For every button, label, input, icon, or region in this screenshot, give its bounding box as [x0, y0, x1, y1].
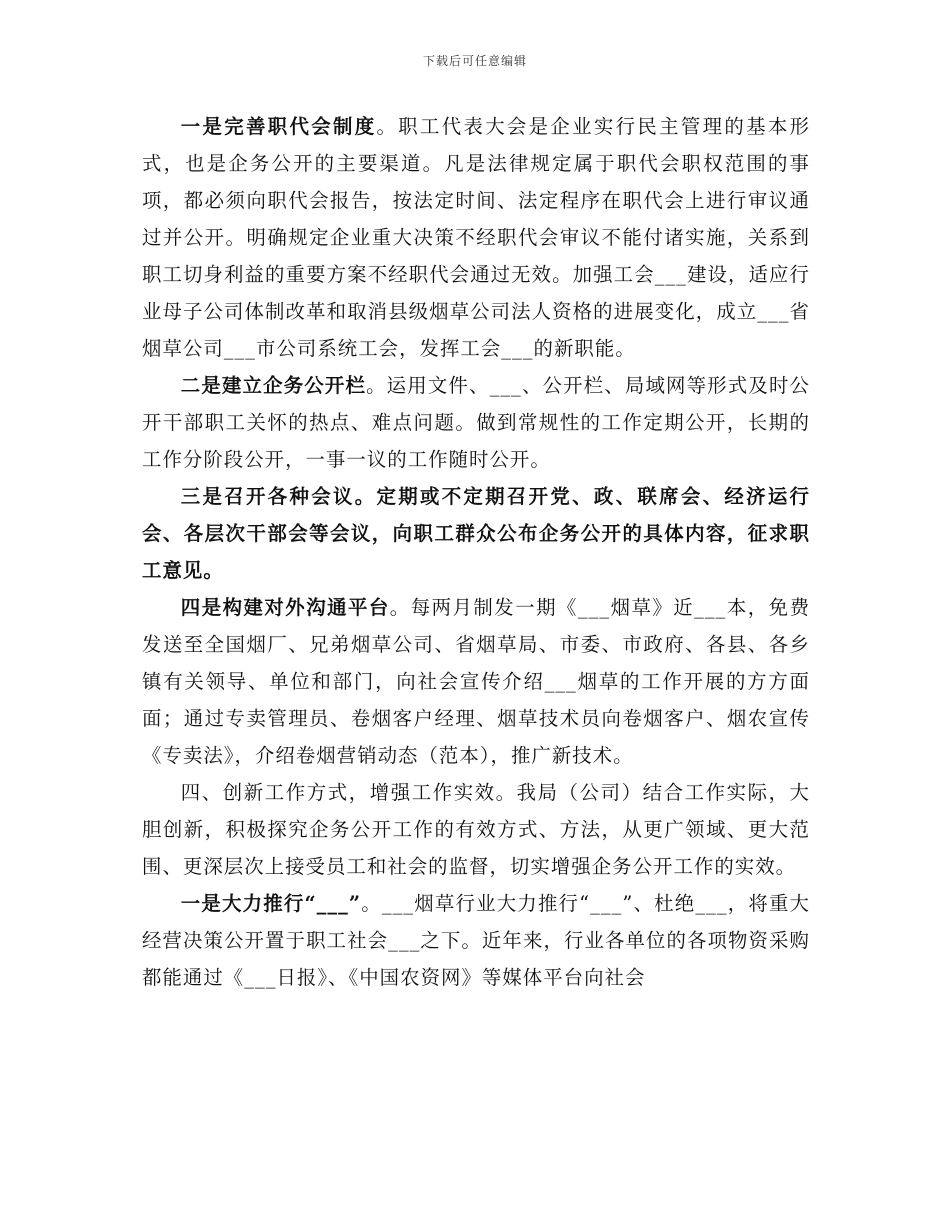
paragraph-1: [142, 108, 810, 367]
page-header-note: 下载后可任意编辑: [422, 54, 527, 68]
paragraph-5-body: 四、创新工作方式，增强工作实效。我局（公司）结合工作实际，大胆创新，积极探究企务公开工作的有效方式、方法，从更广领域、更大范围、更深层次上接受员工和社会的监督，切实增强企务公开工作的实效。: [142, 781, 810, 878]
paragraph-6: [142, 885, 810, 996]
paragraph-4-lead: 四是构建对外沟通平台: [180, 596, 390, 619]
paragraph-2-body: 。运用文件、___、公开栏、局域网等形式及时公开干部职工关怀的热点、难点问题。做到常规性的工作定期公开，长期的工作分阶段公开，一事一议的工作随时公开。: [142, 374, 810, 471]
paragraph-6-body: 。___烟草行业大力推行“___”、杜绝___，将重大经营决策公开置于职工社会___之下。近年来，行业各单位的各项物资采购都能通过《___日报》、《中国农资网》等媒体平台向社会: [142, 892, 810, 989]
paragraph-4: [142, 589, 810, 774]
paragraph-1-lead: 一是完善职代会制度: [180, 115, 377, 138]
paragraph-3: [142, 478, 810, 589]
paragraph-3-lead: 三是召开各种会议。定期或不定期召开党、政、联席会、经济运行会、各层次干部会等会议，向职工群众公布企务公开的具体内容，征求职工意见。: [142, 485, 810, 582]
paragraph-2: [142, 367, 810, 478]
document-body: [142, 108, 810, 996]
paragraph-2-lead: 二是建立企务公开栏: [180, 374, 367, 397]
paragraph-5: [142, 774, 810, 885]
paragraph-1-body: 。职工代表大会是企业实行民主管理的基本形式，也是企务公开的主要渠道。凡是法律规定属于职代会职权范围的事项，都必须向职代会报告，按法定时间、法定程序在职代会上进行审议通过并公开。明确规定企业重大决策不经职代会审议不能付诸实施，关系到职工切身利益的重要方案不经职代会通过无效。加强工会___建设，适应行业母子公司体制改革和取消县级烟草公司法人资格的进展变化，成立___省烟草公司___市公司系统工会，发挥工会___的新职能。: [142, 115, 811, 360]
paragraph-6-lead: 一是大力推行“___”: [180, 892, 362, 915]
paragraph-4-body: 。每两月制发一期《___烟草》近___本，免费发送至全国烟厂、兄弟烟草公司、省烟草局、市委、市政府、各县、各乡镇有关领导、单位和部门，向社会宣传介绍___烟草的工作开展的方方面面；通过专卖管理员、卷烟客户经理、烟草技术员向卷烟客户、烟农宣传《专卖法》，介绍卷烟营销动态（范本），推广新技术。: [142, 596, 811, 767]
